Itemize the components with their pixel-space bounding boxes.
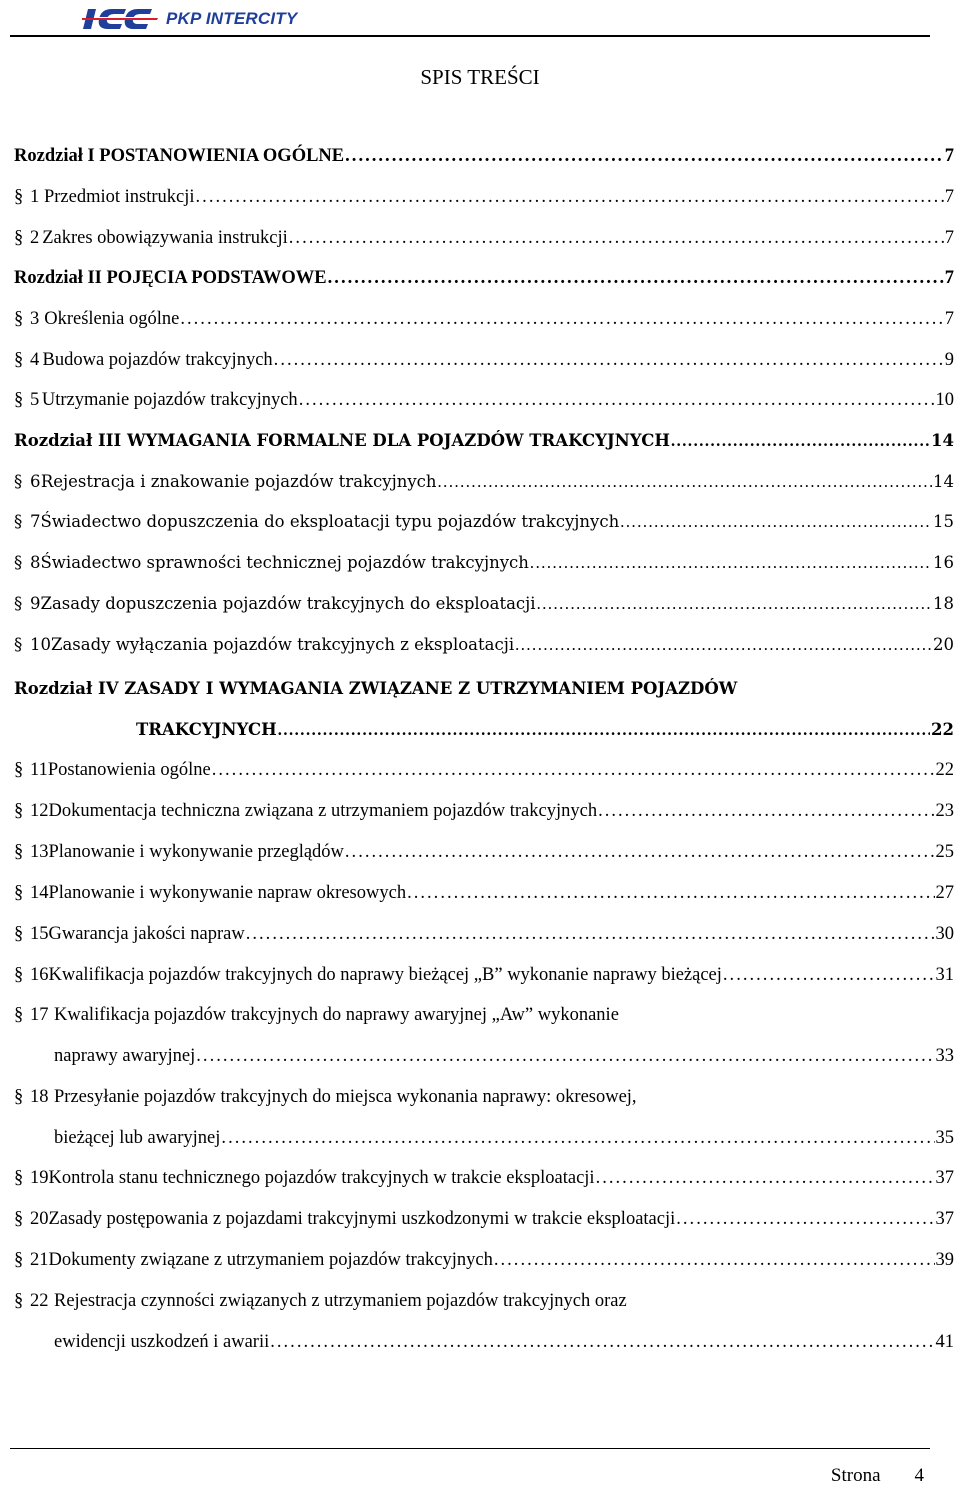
toc-entry-label: Rejestracja i znakowanie pojazdów trakcyjnych [40,472,437,491]
toc-entry-page: 23 [935,801,954,821]
toc-entry-number: 10 [30,635,51,654]
toc-entry-label: Zakres obowiązywania instrukcji [42,228,288,248]
section-sign: § [14,924,24,944]
section-sign: § [14,1209,24,1229]
section-sign: § [14,512,23,531]
dot-leader [515,631,932,659]
dot-leader [598,797,934,825]
dot-leader [212,756,935,784]
dot-leader [596,1164,935,1192]
toc-entry[interactable] [14,797,954,825]
toc-entry[interactable] [14,1205,954,1233]
toc-entry-number: 4 [30,350,40,370]
toc-entry-label: Postanowienia ogólne [47,760,211,780]
dot-leader [246,920,935,948]
toc-entry-number: 6 [30,472,41,491]
header-rule [10,35,930,37]
toc-entry[interactable] [14,1164,954,1192]
toc-entry-number: 9 [30,594,41,613]
toc-entry-page: 14 [931,431,954,450]
toc-entry-label: Planowanie i wykonywanie przeglądów [48,842,344,862]
toc-entry-number: 3 [30,309,40,329]
toc-entry-number: 5 [30,390,40,410]
toc-entry-label: Kwalifikacja pojazdów trakcyjnych do naprawy bieżącej „B” wykonanie naprawy bieżącej [48,965,722,985]
dot-leader [407,879,934,907]
toc-entry-number: 18 [30,1087,49,1107]
icc-logo-icon [82,5,158,33]
brand-name: PKP INTERCITY [166,9,298,28]
section-sign: § [14,842,24,862]
dot-leader [438,468,932,496]
dot-leader [530,549,932,577]
dot-leader [723,961,935,989]
section-sign: § [14,760,24,780]
toc-entry[interactable] [14,386,954,414]
toc-entry-label: Określenia ogólne [44,309,180,329]
toc-entry-page: 15 [933,512,954,531]
section-sign: § [14,553,23,572]
toc-entry[interactable] [14,716,954,744]
section-sign: § [14,1005,24,1025]
toc-entry-label: Świadectwo dopuszczenia do eksploatacji typu pojazdów trakcyjnych [40,512,620,531]
toc-entry-label: TRAKCYJNYCH [136,720,277,739]
toc-entry-line[interactable] [14,1287,627,1315]
toc-entry[interactable] [14,1328,954,1356]
toc-entry[interactable] [14,224,954,252]
toc-entry[interactable] [14,1124,954,1152]
toc-entry-label: Zasady postępowania z pojazdami trakcyjnymi uszkodzonymi w trakcie eksploatacji [48,1209,676,1229]
toc-entry-page: 31 [935,965,954,985]
toc-entry-page: 37 [935,1209,954,1229]
toc-entry-page: 10 [935,390,954,410]
toc-entry-page: 7 [944,187,954,207]
toc-entry-label: ewidencji uszkodzeń i awarii [54,1332,270,1352]
toc-entry[interactable] [14,1246,954,1274]
footer-rule [10,1448,930,1449]
toc-entry[interactable] [14,879,954,907]
section-sign: § [14,965,24,985]
dot-leader [345,838,935,866]
section-sign: § [14,350,24,370]
toc-entry-label: Gwarancja jakości napraw [48,924,245,944]
section-sign: § [14,883,24,903]
toc-entry-page: 18 [933,594,954,613]
dot-leader [676,1205,934,1233]
dot-leader [671,427,930,455]
toc-entry-page: 39 [935,1250,954,1270]
toc-entry-number: 13 [30,842,49,862]
dot-leader [196,183,944,211]
toc-entry-page: 41 [935,1332,954,1352]
section-sign: § [14,472,23,491]
toc-entry-number: 12 [30,801,49,821]
toc-entry-line[interactable] [14,1001,619,1029]
toc-entry-label: Przesyłanie pojazdów trakcyjnych do miejsca wykonania naprawy: okresowej, [54,1087,637,1107]
dot-leader [270,1328,934,1356]
toc-entry-label: Kwalifikacja pojazdów trakcyjnych do naprawy awaryjnej „Aw” wykonanie [54,1005,619,1025]
toc-entry-line[interactable] [14,675,737,703]
toc-entry-number: 15 [30,924,49,944]
toc-entry[interactable] [14,346,954,374]
toc-entry-label: Zasady wyłączania pojazdów trakcyjnych z eksploatacji [51,635,515,654]
toc-entry-page: 35 [935,1128,954,1148]
toc-entry[interactable] [14,838,954,866]
toc-entry-label: Rozdział II POJĘCIA PODSTAWOWE [14,268,327,288]
toc-entry-page: 7 [944,146,954,166]
toc-entry-page: 33 [935,1046,954,1066]
toc-entry-label: Świadectwo sprawności technicznej pojazdów trakcyjnych [40,553,529,572]
toc-entry-number: 22 [30,1291,49,1311]
section-sign: § [14,635,23,654]
toc-entry-page: 7 [944,228,954,248]
section-sign: § [14,801,24,821]
page-header [0,0,960,40]
toc-entry[interactable] [14,590,954,618]
toc-entry-line[interactable] [14,1083,637,1111]
toc-entry-page: 9 [944,350,954,370]
toc-entry[interactable] [14,961,954,989]
toc-entry-number: 14 [30,883,49,903]
dot-leader [196,1042,934,1070]
toc-entry-label: Kontrola stanu technicznego pojazdów trakcyjnych w trakcie eksploatacji [48,1168,595,1188]
toc-entry-number: 16 [30,965,49,985]
toc-entry[interactable] [14,920,954,948]
page-title: SPIS TREŚCI [420,65,540,89]
footer-label: Strona [830,1465,881,1486]
toc-entry-page: 25 [935,842,954,862]
toc-entry[interactable] [14,142,954,170]
toc-entry-number: 7 [30,512,41,531]
dot-leader [345,142,944,170]
section-sign: § [14,187,24,207]
dot-leader [537,590,932,618]
toc-entry-label: Przedmiot instrukcji [43,187,195,207]
toc-entry[interactable] [14,183,954,211]
toc-entry[interactable] [14,508,954,536]
dot-leader [278,716,930,744]
toc-entry-page: 14 [933,472,954,491]
toc-entry[interactable] [14,468,954,496]
toc-entry-number: 17 [30,1005,49,1025]
toc-entry[interactable] [14,756,954,784]
section-sign: § [14,1250,24,1270]
section-sign: § [14,1087,24,1107]
toc-entry-number: 20 [30,1209,49,1229]
toc-entry-number: 1 [30,187,40,207]
toc-entry-label: Dokumenty związane z utrzymaniem pojazdów trakcyjnych [48,1250,493,1270]
toc-entry[interactable] [14,427,954,455]
toc-entry-number: 8 [30,553,41,572]
toc-entry-page: 22 [931,720,954,739]
toc-entry-label: Rozdział I POSTANOWIENIA OGÓLNE [14,146,345,166]
dot-leader [221,1124,934,1152]
toc-entry-label: Planowanie i wykonywanie napraw okresowych [48,883,407,903]
toc-entry-page: 16 [933,553,954,572]
section-sign: § [14,309,24,329]
toc-entry-page: 27 [935,883,954,903]
toc-entry[interactable] [14,631,954,659]
section-sign: § [14,228,24,248]
toc-entry-label: Utrzymanie pojazdów trakcyjnych [41,390,298,410]
toc-entry-label: Rozdział IV ZASADY I WYMAGANIA ZWIĄZANE Z UTRZYMANIEM POJAZDÓW [14,679,738,698]
section-sign: § [14,594,23,613]
toc-entry-page: 7 [944,309,954,329]
dot-leader [180,305,943,333]
toc-entry[interactable] [14,549,954,577]
dot-leader [289,224,944,252]
dot-leader [328,264,944,292]
toc-entry[interactable] [14,305,954,333]
toc-entry-page: 20 [933,635,954,654]
toc-entry-number: 21 [30,1250,49,1270]
section-sign: § [14,1291,24,1311]
toc-entry-page: 7 [944,268,954,288]
toc-entry-label: bieżącej lub awaryjnej [54,1128,221,1148]
toc-entry-label: Rozdział III WYMAGANIA FORMALNE DLA POJAZDÓW TRAKCYJNYCH [14,431,670,450]
toc-entry-label: Budowa pojazdów trakcyjnych [42,350,273,370]
toc-entry-number: 11 [30,760,48,780]
toc-entry-label: Dokumentacja techniczna związana z utrzymaniem pojazdów trakcyjnych [48,801,598,821]
toc-entry-number: 19 [30,1168,49,1188]
toc-entry-label: naprawy awaryjnej [54,1046,196,1066]
page-number: 4 [914,1465,924,1486]
toc-entry-number: 2 [30,228,40,248]
toc-entry[interactable] [14,1042,954,1070]
toc-entry[interactable] [14,264,954,292]
toc-entry-page: 37 [935,1168,954,1188]
section-sign: § [14,390,24,410]
toc-entry-page: 22 [935,760,954,780]
section-sign: § [14,1168,24,1188]
dot-leader [274,346,944,374]
dot-leader [299,386,935,414]
dot-leader [620,508,932,536]
dot-leader [494,1246,935,1274]
toc-entry-label: Zasady dopuszczenia pojazdów trakcyjnych do eksploatacji [40,594,536,613]
toc-entry-page: 30 [935,924,954,944]
toc-entry-label: Rejestracja czynności związanych z utrzymaniem pojazdów trakcyjnych oraz [54,1291,627,1311]
company-logo [82,4,297,34]
